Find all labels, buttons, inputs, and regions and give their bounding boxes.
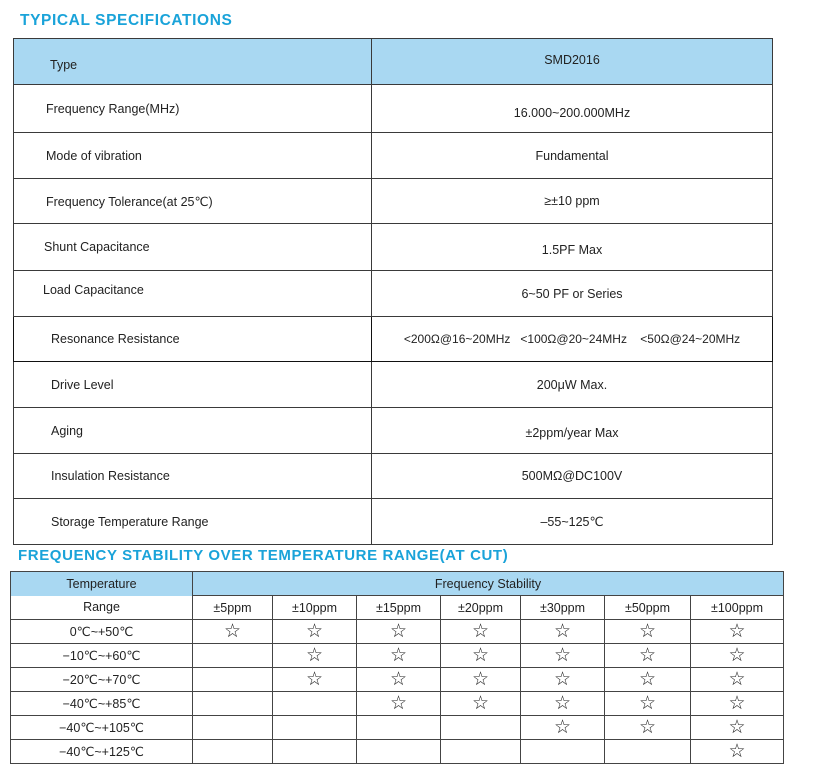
spec-row [14,362,773,408]
stability-cell [273,740,357,764]
stability-cell [273,620,357,644]
star-icon: ☆ [553,645,572,666]
ppm-header: ±10ppm [273,596,357,620]
temperature-range: −40℃~+125℃ [11,740,193,764]
stability-cell [605,740,691,764]
specifications-title: TYPICAL SPECIFICATIONS [20,12,233,29]
spec-value: –55~125℃ [372,499,773,545]
stability-cell [441,740,521,764]
stability-cell [273,716,357,740]
stability-cell [273,668,357,692]
stability-cell [441,668,521,692]
spec-value: SMD2016 [372,39,773,85]
spec-row-type [14,39,773,85]
stability-cell [691,668,784,692]
star-icon: ☆ [728,669,746,690]
star-icon: ☆ [471,669,490,690]
stability-row [11,740,784,764]
ppm-header: ±15ppm [357,596,441,620]
spec-row [14,317,773,362]
star-icon: ☆ [728,741,746,762]
stability-cell [441,716,521,740]
spec-value: 16.000~200.000MHz [372,85,773,133]
stability-cell [691,716,784,740]
spec-label: Insulation Resistance [14,454,372,499]
spec-value: 6~50 PF or Series [372,271,773,317]
star-icon: ☆ [389,645,408,666]
ppm-header: ±100ppm [691,596,784,620]
stability-cell [691,692,784,716]
stability-cell [605,692,691,716]
spec-value: ≥±10 ppm [372,179,773,224]
temperature-range: −40℃~+105℃ [11,716,193,740]
temperature-range: −20℃~+70℃ [11,668,193,692]
specifications-table [13,38,773,545]
stability-cell [521,740,605,764]
temperature-range: 0℃~+50℃ [11,620,193,644]
spec-label: Type [14,39,372,85]
ppm-header: ±5ppm [193,596,273,620]
star-icon: ☆ [389,693,408,714]
stability-cell [521,644,605,668]
stability-cell [357,620,441,644]
stability-cell [691,740,784,764]
spec-value: <200Ω@16~20MHz <100Ω@20~24MHz <50Ω@24~20MHz [372,317,773,362]
frequency-stability-header: Frequency Stability [193,572,784,596]
temperature-range: −40℃~+85℃ [11,692,193,716]
stability-cell [193,668,273,692]
stability-cell [273,692,357,716]
spec-value: 200μW Max. [372,362,773,408]
stability-cell [193,620,273,644]
star-icon: ☆ [471,621,490,642]
stability-title: FREQUENCY STABILITY OVER TEMPERATURE RANGE(AT CUT) [18,547,509,564]
spec-row [14,179,773,224]
stability-cell [357,692,441,716]
stability-cell [193,716,273,740]
star-icon: ☆ [638,669,657,690]
ppm-header: ±20ppm [441,596,521,620]
stability-cell [521,692,605,716]
star-icon: ☆ [553,693,572,714]
star-icon: ☆ [638,645,657,666]
spec-label: Shunt Capacitance [14,224,372,271]
star-icon: ☆ [638,693,657,714]
star-icon: ☆ [223,621,242,642]
star-icon: ☆ [553,717,572,738]
stability-cell [441,620,521,644]
spec-label: Mode of vibration [14,133,372,179]
spec-label: Frequency Range(MHz) [14,85,372,133]
stability-row [11,716,784,740]
range-header: Range [11,596,193,620]
stability-cell [605,668,691,692]
star-icon: ☆ [728,621,746,642]
ppm-header: ±50ppm [605,596,691,620]
spec-value: ±2ppm/year Max [372,408,773,454]
star-icon: ☆ [638,621,657,642]
stability-header-row [11,572,784,596]
stability-row [11,692,784,716]
temperature-range: −10℃~+60℃ [11,644,193,668]
star-icon: ☆ [305,645,324,666]
spec-row [14,85,773,133]
spec-row [14,133,773,179]
stability-cell [521,668,605,692]
stability-cell [357,644,441,668]
stability-cell [441,644,521,668]
stability-cell [357,668,441,692]
spec-label: Resonance Resistance [14,317,372,362]
spec-label: Storage Temperature Range [14,499,372,545]
star-icon: ☆ [471,693,490,714]
spec-label: Load Capacitance [14,271,372,317]
stability-cell [273,644,357,668]
spec-row [14,499,773,545]
star-icon: ☆ [389,669,408,690]
spec-label: Drive Level [14,362,372,408]
stability-cell [605,644,691,668]
star-icon: ☆ [638,717,657,738]
spec-value: 500MΩ@DC100V [372,454,773,499]
spec-value: 1.5PF Max [372,224,773,271]
spec-row [14,454,773,499]
star-icon: ☆ [728,717,746,738]
spec-row [14,224,773,271]
spec-label: Frequency Tolerance(at 25℃) [14,179,372,224]
stability-table [10,571,784,764]
stability-cell [193,644,273,668]
spec-label: Aging [14,408,372,454]
star-icon: ☆ [305,669,324,690]
star-icon: ☆ [728,693,746,714]
star-icon: ☆ [553,621,572,642]
stability-cell [441,692,521,716]
stability-cell [193,692,273,716]
stability-cell [357,740,441,764]
spec-row [14,408,773,454]
stability-cell [605,620,691,644]
stability-cell [691,620,784,644]
star-icon: ☆ [305,621,324,642]
star-icon: ☆ [728,645,746,666]
stability-cell [521,620,605,644]
stability-row [11,620,784,644]
stability-row [11,668,784,692]
temperature-header: Temperature [11,572,193,596]
star-icon: ☆ [553,669,572,690]
stability-rows [11,620,784,764]
ppm-header-row [11,596,784,620]
stability-cell [605,716,691,740]
stability-cell [521,716,605,740]
stability-row [11,644,784,668]
star-icon: ☆ [471,645,490,666]
spec-row [14,271,773,317]
stability-cell [357,716,441,740]
spec-value: Fundamental [372,133,773,179]
ppm-header: ±30ppm [521,596,605,620]
star-icon: ☆ [389,621,408,642]
stability-cell [691,644,784,668]
stability-cell [193,740,273,764]
